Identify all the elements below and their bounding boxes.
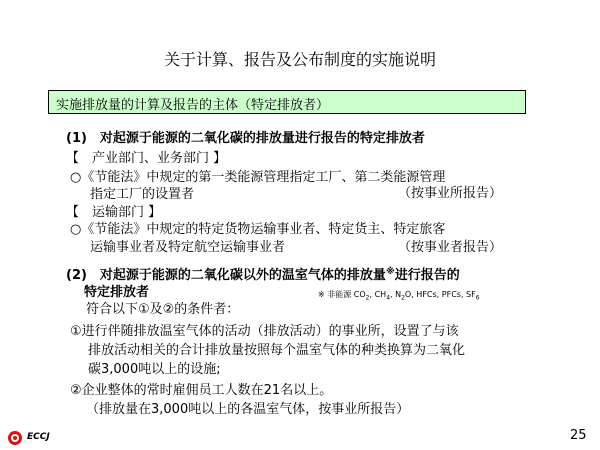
section2-heading-line2: 特定排放者 [84, 285, 150, 300]
section2-heading-pre: (2) 对起源于能源的二氧化碳以外的温室气体的排放量 [66, 268, 386, 283]
condition2-note: （排放量在3,000吨以上的各温室气体，按事业所报告） [86, 402, 410, 417]
item2-line2: 运输事业者及特定航空运输事业者 [90, 240, 286, 255]
condition1-line2: 排放活动相关的合计排放量按照每个温室气体的种类换算为二氧化 [88, 343, 466, 358]
item1-line1: ○《节能法》中规定的第一类能源管理指定工厂、第二类能源管理 [70, 170, 446, 185]
item1-note: （按事业所报告） [398, 186, 503, 201]
condition1-line3: 碳3,000吨以上的设施; [88, 362, 221, 377]
section1-heading: (1) 对起源于能源的二氧化碳的排放量进行报告的特定排放者 [66, 131, 425, 146]
condition2: ②企业整体的常时雇佣员工人数在21名以上。 [70, 383, 333, 398]
page-number: 25 [570, 428, 587, 443]
item2-line1: ○《节能法》中规定的特定货物运输事业者、特定货主、特定旅客 [70, 222, 446, 237]
gas-note: ※ 非能源 $CO_2$, $CH_4$, $N_2O$, HFCs, PFCs, $SF_6$ [318, 290, 480, 302]
section2-heading-mark: ※ [385, 267, 395, 277]
section2-heading-post: 进行报告的 [394, 268, 460, 283]
category-transport: 【 运输部门 】 [66, 205, 162, 220]
category-industry: 【 产业部门、业务部门 】 [66, 151, 227, 166]
logo-text: ECCJ [27, 432, 50, 442]
item2-note: （按事业者报告） [398, 240, 503, 255]
conditions-intro: 符合以下①及②的条件者： [86, 302, 240, 317]
condition1-line1: ①进行伴随排放温室气体的活动（排放活动）的事业所，设置了与该 [70, 324, 459, 339]
item1-line2: 指定工厂的设置者 [90, 187, 195, 202]
page-title: 关于计算、报告及公布制度的实施说明 [163, 50, 436, 69]
eccj-logo-icon [7, 430, 23, 446]
section-banner-text: 实施排放量的计算及报告的主体（特定排放者） [56, 98, 330, 113]
